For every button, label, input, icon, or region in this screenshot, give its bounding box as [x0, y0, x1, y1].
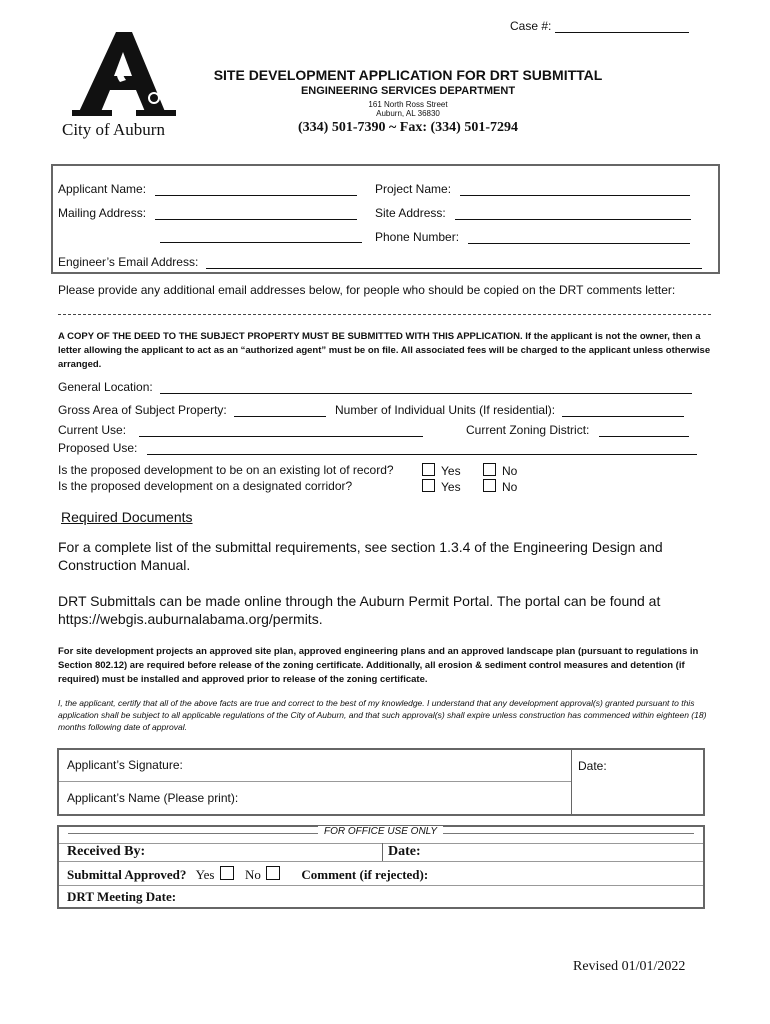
yes-label: Yes: [441, 480, 461, 494]
applicant-signature-field[interactable]: Applicant’s Signature:: [67, 758, 183, 772]
proposed-use-field[interactable]: [58, 441, 697, 455]
department-name: ENGINEERING SERVICES DEPARTMENT: [300, 85, 516, 97]
individual-units-field[interactable]: [335, 403, 684, 417]
individual-units-label: Number of Individual Units (If residential):: [335, 403, 556, 417]
phone-number-field[interactable]: [375, 230, 690, 244]
submittal-approved-row: [67, 866, 428, 883]
no-label: No: [502, 464, 518, 478]
mailing-address-field[interactable]: [58, 206, 357, 220]
office-row-rule-3: [59, 885, 703, 886]
current-zoning-label: Current Zoning District:: [466, 423, 590, 437]
comment-field[interactable]: Comment (if rejected):: [301, 867, 429, 882]
engineer-email-label: Engineer’s Email Address:: [58, 255, 199, 269]
office-use-header: FOR OFFICE USE ONLY: [318, 826, 443, 837]
gross-area-label: Gross Area of Subject Property:: [58, 403, 227, 417]
form-title: SITE DEVELOPMENT APPLICATION FOR DRT SUBMITTAL: [213, 67, 603, 83]
site-address-label: Site Address:: [375, 206, 446, 220]
office-row-rule-2: [59, 861, 703, 862]
address-line-1: 161 North Ross Street: [368, 100, 448, 109]
deed-notice: A COPY OF THE DEED TO THE SUBJECT PROPERTY MUST BE SUBMITTED WITH THIS APPLICATION. If the applicant is not the owner, then a letter allowing the applicant to act as an “authorized agent” must be on file. All associated fees will be charged to the applicant unless otherwise arranged.: [58, 331, 711, 370]
corridor-yes-option[interactable]: [422, 479, 461, 494]
case-number-field[interactable]: [510, 19, 689, 33]
phone-fax: (334) 501-7390 ~ Fax: (334) 501-7294: [298, 120, 518, 135]
approved-no-label: No: [245, 867, 261, 882]
additional-emails-label: Please provide any additional email addresses below, for people who should be copied on the DRT comments letter:: [58, 283, 676, 297]
existing-lot-question: Is the proposed development to be on an existing lot of record?: [58, 463, 394, 477]
mailing-address-line-2[interactable]: [160, 232, 362, 243]
city-logo: [62, 30, 184, 144]
engineer-email-field[interactable]: [58, 255, 702, 269]
applicant-name-field[interactable]: [58, 182, 357, 196]
approved-no-checkbox-icon[interactable]: [266, 866, 280, 880]
checkbox-icon[interactable]: [483, 463, 496, 476]
required-documents-heading: Required Documents: [61, 509, 193, 525]
checkbox-icon[interactable]: [422, 463, 435, 476]
submittal-approved-label: Submittal Approved?: [67, 867, 187, 882]
project-name-label: Project Name:: [375, 182, 452, 196]
site-development-notice: For site development projects an approved site plan, approved engineering plans and an approved landscape plan (pursuant to regulations in Section 802.12) are required before release of the zoning certificate. Additionally, all erosion & sediment control measures and detention (if required) must be installed and approved prior to release of the zoning certificate.: [58, 646, 699, 685]
office-col-divider: [382, 843, 383, 861]
corridor-no-option[interactable]: [483, 479, 517, 494]
no-label: No: [502, 480, 518, 494]
yes-label: Yes: [441, 464, 461, 478]
submittal-requirements-text: For a complete list of the submittal requirements, see section 1.3.4 of the Engineering Design and Construction Manual.: [58, 539, 663, 573]
case-number-label: Case #:: [510, 19, 552, 33]
current-zoning-field[interactable]: [466, 423, 689, 437]
site-address-field[interactable]: [375, 206, 691, 220]
checkbox-icon[interactable]: [422, 479, 435, 492]
auburn-a-logo-icon: [62, 30, 184, 120]
drt-meeting-date-field[interactable]: DRT Meeting Date:: [67, 889, 177, 904]
signature-date-field[interactable]: Date:: [578, 759, 607, 773]
current-use-field[interactable]: [58, 423, 423, 437]
office-date-field[interactable]: Date:: [388, 844, 421, 859]
approved-yes-checkbox-icon[interactable]: [220, 866, 234, 880]
office-row-rule-1: [59, 843, 703, 844]
applicant-name-label: Applicant Name:: [58, 182, 147, 196]
proposed-use-label: Proposed Use:: [58, 441, 138, 455]
revised-date: Revised 01/01/2022: [573, 959, 686, 974]
existing-lot-yes-option[interactable]: [422, 463, 461, 478]
gross-area-field[interactable]: [58, 403, 326, 417]
received-by-field[interactable]: Received By:: [67, 844, 146, 859]
general-location-field[interactable]: [58, 380, 692, 394]
address-line-2: Auburn, AL 36830: [376, 109, 440, 118]
checkbox-icon[interactable]: [483, 479, 496, 492]
signature-row-divider: [59, 781, 571, 782]
mailing-address-label: Mailing Address:: [58, 206, 147, 220]
project-name-field[interactable]: [375, 182, 690, 196]
certification-statement: I, the applicant, certify that all of the above facts are true and correct to the best of my knowledge. I understand that any development approval(s) granted pursuant to this application shall be subject to all applicable regulations of the City of Auburn, and that such approval(s) shall expire unless construction has commenced within eighteen (18) months following date of approval.: [58, 698, 707, 732]
city-name: City of Auburn: [62, 120, 165, 139]
permit-portal-text: DRT Submittals can be made online through the Auburn Permit Portal. The portal can be found at https://webgis.auburnalabama.org/permits.: [58, 593, 661, 627]
approved-yes-label: Yes: [195, 867, 215, 882]
additional-emails-line[interactable]: [58, 314, 711, 315]
general-location-label: General Location:: [58, 380, 153, 394]
corridor-question: Is the proposed development on a designated corridor?: [58, 479, 353, 493]
current-use-label: Current Use:: [58, 423, 127, 437]
existing-lot-no-option[interactable]: [483, 463, 517, 478]
signature-divider: [571, 750, 572, 814]
applicant-print-name-field[interactable]: Applicant’s Name (Please print):: [67, 791, 239, 805]
phone-number-label: Phone Number:: [375, 230, 460, 244]
